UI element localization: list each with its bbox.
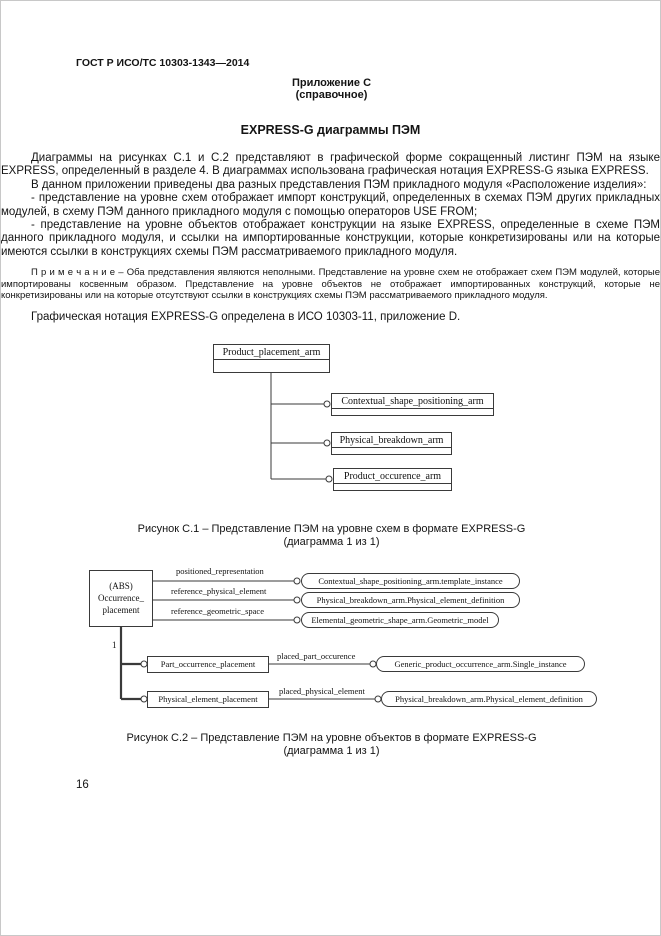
- schema-box-label: Physical_breakdown_arm: [332, 433, 451, 448]
- schema-box-body: [332, 448, 451, 454]
- note-text: – Оба представления являются неполными. Представление на уровне схем не отображает схем ПЭМ модулей, которые импортированы косвенным образом. Представление на уровне объектов не отображает импортированных конструкций, которые не конкретизированы или на которые отсутствуют ссылки в конструкциях схемы ПЭМ рассматриваемого прикладного модуля.: [1, 267, 660, 301]
- attribute-label-reference-geometric-space: reference_geometric_space: [171, 605, 264, 616]
- schema-box-body: [214, 360, 329, 372]
- paragraph-3: - представление на уровне схем отображает импорт конструкций, определенных в схемах ПЭМ других прикладных модулей, в схему ПЭМ данного прикладного модуля с помощью операторов USE FROM;: [1, 192, 660, 218]
- annex-subtitle: (справочное): [295, 89, 368, 101]
- figure1-connector-lines: [1, 341, 661, 493]
- figure2-caption: [76, 732, 587, 759]
- section-heading: EXPRESS-G диаграммы ПЭМ: [240, 123, 421, 137]
- interschema-ref-template-instance: Contextual_shape_positioning_arm.template_instance: [301, 573, 520, 589]
- attribute-label-placed-part-occurrence: placed_part_occurence: [277, 650, 356, 661]
- entity-name-line1: Occurrence_: [98, 593, 144, 604]
- schema-box-label: Product_occurence_arm: [334, 469, 451, 484]
- attribute-label-reference-physical-element: reference_physical_element: [171, 585, 267, 596]
- entity-box-part-occurrence-placement: Part_occurrence_placement: [147, 656, 269, 673]
- interschema-ref-single-instance: Generic_product_occurrence_arm.Single_instance: [376, 656, 585, 672]
- paragraph-5: Графическая нотация EXPRESS-G определена в ИСО 10303-11, приложение D.: [31, 311, 461, 324]
- attribute-label-positioned-representation: positioned_representation: [176, 565, 264, 576]
- page-number: 16: [76, 778, 89, 791]
- schema-box-body: [334, 484, 451, 490]
- abs-marker: (ABS): [109, 581, 133, 592]
- schema-box-label: Contextual_shape_positioning_arm: [332, 394, 493, 409]
- interschema-ref-physical-element-definition-2: Physical_breakdown_arm.Physical_element_definition: [381, 691, 597, 707]
- paragraph-1: Диаграммы на рисунках С.1 и С.2 представляют в графической форме сокращенный листинг ПЭМ на языке EXPRESS, определенный в разделе 4. В диаграммах использована графическая нотация EXPRESS-G языка EXPRESS.: [1, 152, 660, 178]
- figure2-diagram: [1, 564, 661, 714]
- subtype-cardinality-marker: 1: [112, 639, 117, 650]
- figure2-caption-line2: (диаграмма 1 из 1): [283, 745, 380, 758]
- entity-box-physical-element-placement: Physical_element_placement: [147, 691, 269, 708]
- schema-box-product-occurrence-arm: [333, 468, 452, 491]
- paragraph-4: - представление на уровне объектов отображает конструкции на языке EXPRESS, определенные в схеме ПЭМ данного прикладного модуля, и ссылки на импортированные конструкции, которые конкретизированы или на которые имеются ссылки в конструкциях схемы ПЭМ рассматриваемого прикладного модуля.: [1, 219, 660, 258]
- paragraph-2: В данном приложении приведены два разных представления ПЭМ прикладного модуля «Расположение изделия»:: [31, 178, 647, 191]
- figure1-caption-line1: Рисунок С.1 – Представление ПЭМ на уровне схем в формате EXPRESS-G: [137, 522, 526, 535]
- schema-box-body: [332, 409, 493, 415]
- schema-box-product-placement-arm: [213, 344, 330, 373]
- interschema-ref-physical-element-definition: Physical_breakdown_arm.Physical_element_definition: [301, 592, 520, 608]
- attribute-label-placed-physical-element: placed_physical_element: [279, 685, 365, 696]
- schema-box-label: Product_placement_arm: [214, 345, 329, 360]
- figure2-caption-line1: Рисунок С.2 – Представление ПЭМ на уровне объектов в формате EXPRESS-G: [126, 731, 537, 744]
- figure1-caption-line2: (диаграмма 1 из 1): [283, 536, 380, 549]
- schema-box-physical-breakdown-arm: [331, 432, 452, 455]
- note-paragraph: [1, 267, 660, 301]
- document-header: ГОСТ Р ИСО/ТС 10303-1343—2014: [76, 57, 250, 69]
- entity-box-occurrence-placement: [89, 570, 153, 627]
- figure1-caption: [76, 523, 587, 550]
- entity-name-line2: placement: [102, 605, 140, 616]
- annex-title: Приложение С: [291, 77, 372, 89]
- schema-box-contextual-shape-positioning-arm: [331, 393, 494, 416]
- interschema-ref-geometric-model: Elemental_geometric_shape_arm.Geometric_model: [301, 612, 499, 628]
- figure1-diagram: [1, 341, 661, 493]
- note-label: П р и м е ч а н и е: [31, 267, 116, 279]
